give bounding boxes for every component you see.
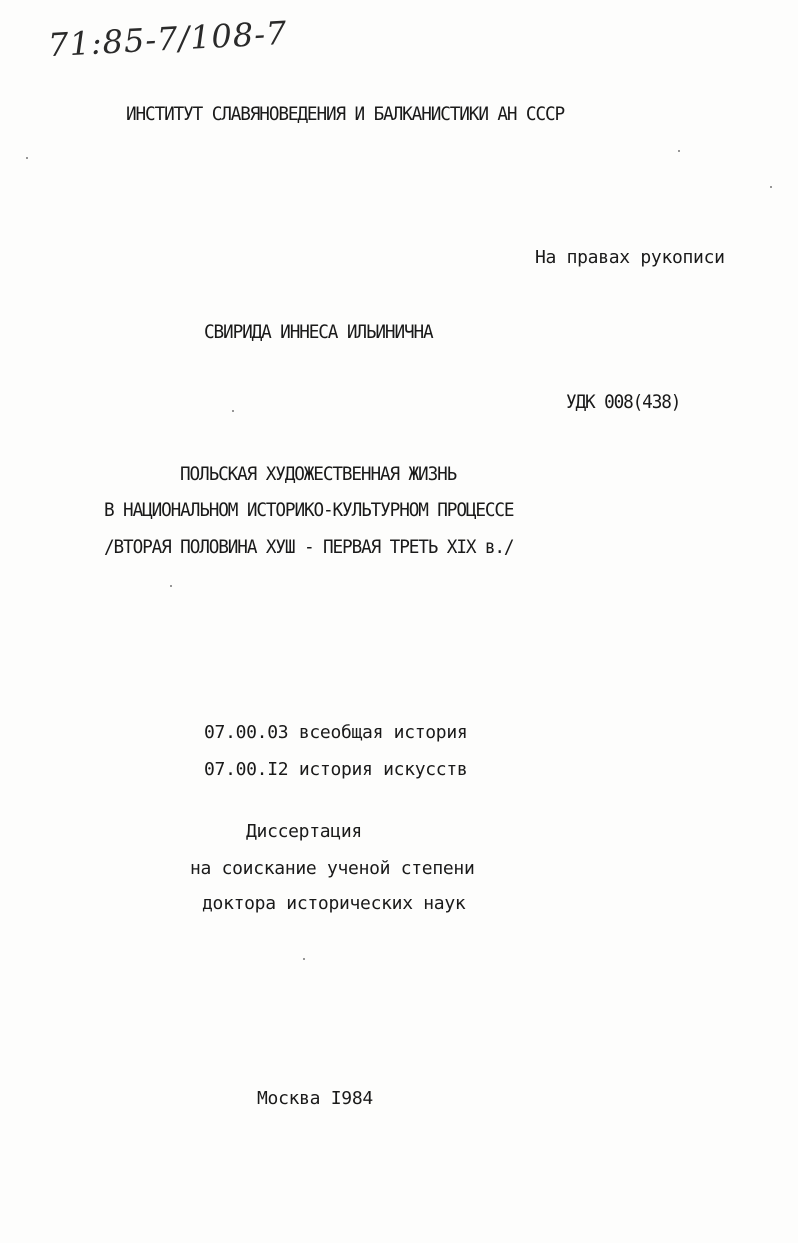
dissertation-label: Диссертация [246, 821, 362, 842]
scan-speck [26, 157, 28, 159]
dissertation-field: доктора исторических наук [202, 893, 466, 914]
title-line-2: В НАЦИОНАЛЬНОМ ИСТОРИКО-КУЛЬТУРНОМ ПРОЦЕССЕ [104, 499, 514, 521]
specialty-2: 07.00.I2 история искусств [204, 759, 468, 780]
specialty-1: 07.00.03 всеобщая история [204, 722, 468, 743]
title-line-1: ПОЛЬСКАЯ ХУДОЖЕСТВЕННАЯ ЖИЗНЬ [180, 463, 457, 485]
udk-code: УДК 008(438) [566, 391, 681, 413]
scan-speck [678, 150, 680, 152]
institute-name: ИНСТИТУТ СЛАВЯНОВЕДЕНИЯ И БАЛКАНИСТИКИ АН СССР [126, 103, 565, 125]
scan-speck [170, 585, 172, 587]
scan-speck [232, 410, 234, 412]
author-name: СВИРИДА ИННЕСА ИЛЬИНИЧНА [204, 321, 433, 343]
title-line-3: /ВТОРАЯ ПОЛОВИНА ХУШ - ПЕРВАЯ ТРЕТЬ XIX в./ [104, 536, 514, 558]
scan-speck [770, 186, 772, 188]
place-year: Москва I984 [257, 1088, 373, 1109]
handwritten-note: 71:85-7/108-7 [47, 13, 289, 65]
dissertation-degree: на соискание ученой степени [190, 858, 475, 879]
scan-speck [303, 958, 305, 960]
manuscript-rights: На правах рукописи [535, 247, 725, 268]
